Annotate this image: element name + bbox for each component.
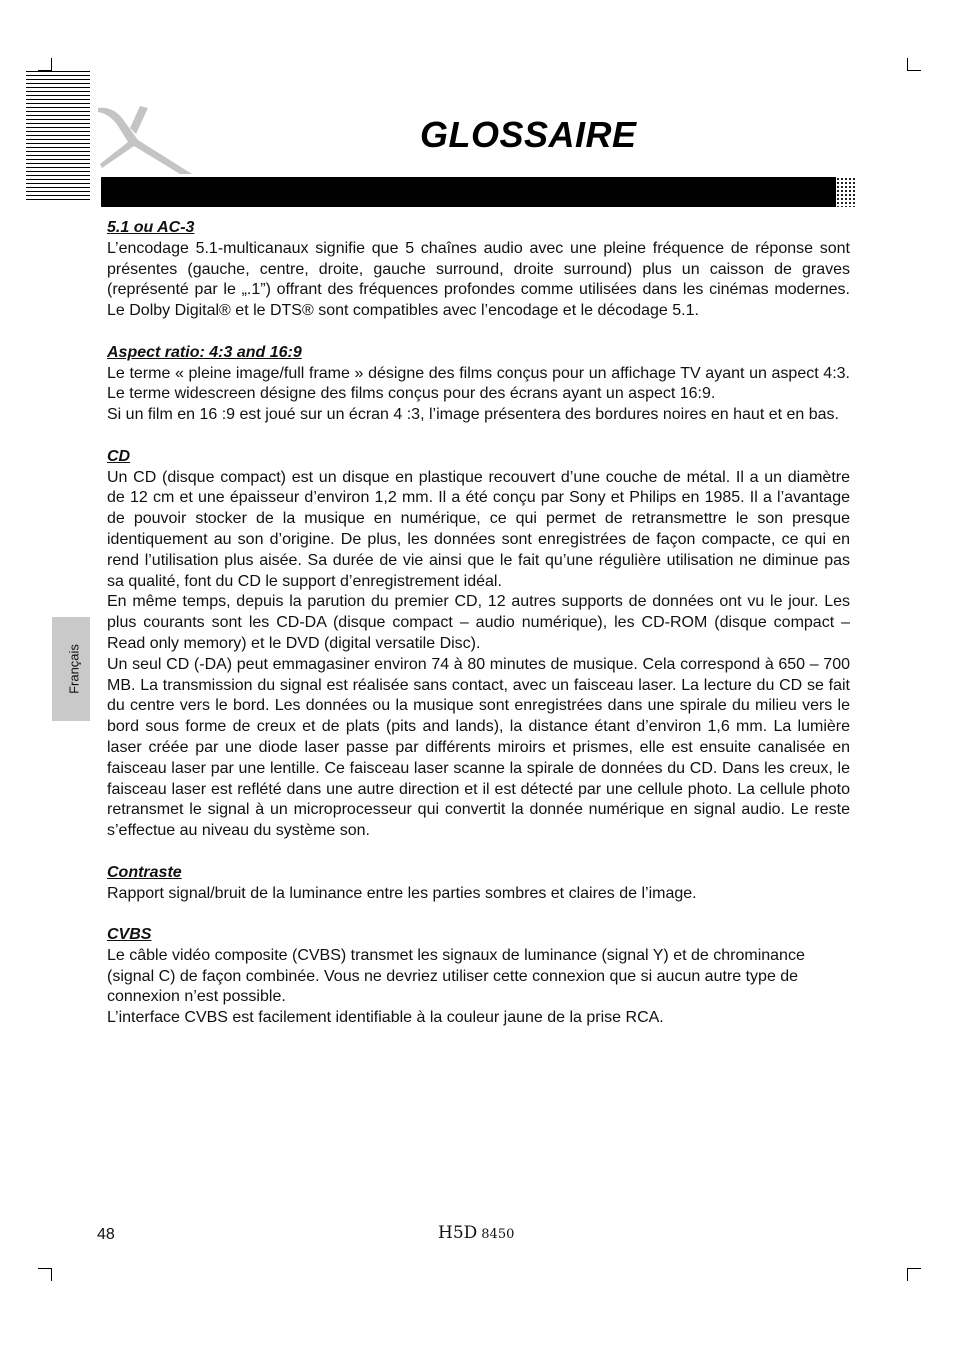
crop-mark-bottom-right-h [907, 1268, 921, 1269]
header-bar-dots [824, 177, 856, 207]
crop-mark-bottom-right-v [907, 1268, 908, 1281]
header-bar [101, 177, 836, 207]
entry-paragraph: Le câble vidéo composite (CVBS) transmet les signaux de luminance (signal Y) et de chrominance (signal C) de façon combinée. Vous ne devriez utiliser cette connexion que si aucun autre type de connexion n’est possible. [107, 946, 805, 1006]
entry-paragraph: L’encodage 5.1-multicanaux signifie que 5 chaînes audio avec une pleine fréquence de réponse sont présentes (gauche, centre, droite, gauche surround, droite surround) plus un caisson de graves (représenté par le „.1”) offrant des fréquences profondes comme utilisées dans les cinémas modernes. Le Dolby Digital® et le DTS® sont compatibles avec l’encodage et le décodage 5.1. [107, 239, 850, 320]
glossary-entry-aspect-ratio [107, 343, 850, 426]
model-number: 8450 [481, 1227, 515, 1242]
model-name [438, 1223, 514, 1243]
language-label: Français [66, 644, 82, 694]
entry-paragraph: Si un film en 16 :9 est joué sur un écran 4 :3, l’image présentera des bordures noires en haut et en bas. [107, 406, 839, 424]
entry-paragraph: En même temps, depuis la parution du premier CD, 12 autres supports de données ont vu le jour. Les plus courants sont les CD-DA (disque compact – audio numérique), les CD-ROM (disque compact – Read only memory) et le DVD (digital versatile Disc). [107, 593, 850, 652]
crop-mark-bottom-left-h [38, 1268, 52, 1269]
glossary-entry-cd [107, 447, 850, 842]
crop-mark-bottom-left-v [51, 1268, 52, 1281]
entry-paragraph: Rapport signal/bruit de la luminance entre les parties sombres et claires de l’image. [107, 884, 697, 902]
glossary-entry-cvbs [107, 925, 850, 1029]
brand-x-logo-icon [96, 104, 196, 176]
crop-mark-top-right-h [907, 70, 921, 71]
entry-paragraph: L’interface CVBS est facilement identifiable à la couleur jaune de la prise RCA. [107, 1009, 664, 1027]
entry-heading: 5.1 ou AC-3 [107, 219, 195, 236]
page-title: GLOSSAIRE [420, 114, 637, 155]
entry-heading: Aspect ratio: 4:3 and 16:9 [107, 343, 302, 361]
page-number: 48 [97, 1226, 115, 1243]
entry-paragraph: Le terme « pleine image/full frame » désigne des films conçus pour un affichage TV ayant un aspect 4:3. Le terme widescreen désigne des films conçus pour des écrans ayant un aspect 16:9. [107, 364, 850, 403]
entry-paragraph: Un CD (disque compact) est un disque en plastique recouvert d’une couche de métal. Il a un diamètre de 12 cm et une épaisseur d’environ 1,2 mm. Il a été conçu par Sony et Philips en 1985. Il a l’avantage de pouvoir stocker de la musique en numérique, ce qui permet de retransmettre le son presque identiquement au son d’origine. De plus, les données sont enregistrées de façon compacte, ce qui en rend l’utilisation plus aisée. Sa durée de vie ainsi que le fait qu’une régulière utilisation ne diminue pas sa qualité, font du CD le support d’enregistrement idéal. [107, 468, 850, 590]
model-name-text: H5D [438, 1223, 478, 1243]
entry-heading: CD [107, 447, 131, 465]
entry-heading: CVBS [107, 926, 152, 944]
entry-heading: Contraste [107, 863, 182, 881]
header-stripes [26, 71, 90, 200]
entry-paragraph: Un seul CD (-DA) peut emmagasiner environ 74 à 80 minutes de musique. Cela correspond à 650 – 700 MB. La transmission du signal est réalisée sans contact, avec un faisceau laser. La lecture du CD se fait du centre vers le bord. Les données ou la musique sont enregistrées dans une spirale du milieu vers le bord sous forme de creux et de plats (pits and lands), la distance étant d’environ 1,6 mm. La lumière laser créée par une diode laser passe par différents miroirs et prismes, elle est ensuite canalisée en faisceau laser par une lentille. Ce faisceau laser scanne la spirale de données du CD. Dans les creux, le faisceau laser est reflété dans une autre direction et il est détecté par une cellule photo. La cellule photo retransmet le signal à un microprocesseur qui convertit la donnée numérique en signal audio. Le reste s’effectue au niveau du système son. [107, 655, 850, 840]
glossary-content [107, 218, 850, 1050]
glossary-entry-contraste [107, 863, 850, 905]
glossary-entry-5-1 [107, 218, 850, 322]
